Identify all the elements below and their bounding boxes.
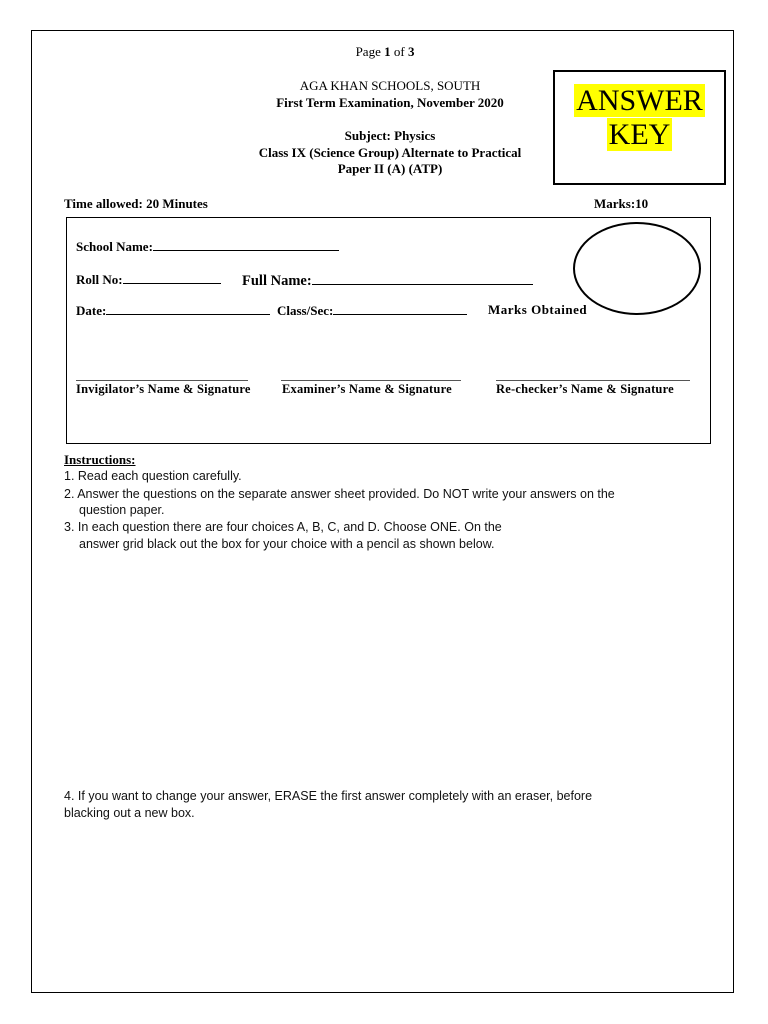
class-line: Class IX (Science Group) Alternate to Practical <box>258 145 522 160</box>
instruction-4-line1: 4. If you want to change your answer, ERASE the first answer completely with an eraser, before <box>64 789 593 803</box>
time-allowed: Time allowed: 20 Minutes <box>64 196 208 211</box>
answer-key-box <box>553 70 726 185</box>
total-marks: Marks:10 <box>594 196 649 211</box>
marks-obtained-circle <box>573 222 701 315</box>
full-name-label: Full Name: <box>242 273 312 289</box>
rechecker-label: Re-checker’s Name & Signature <box>496 382 674 396</box>
exam-title: First Term Examination, November 2020 <box>276 95 504 110</box>
answer-key-line2: KEY <box>608 118 671 151</box>
instruction-3-line1: 3. In each question there are four choices A, B, C, and D. Choose ONE. On the <box>64 520 502 534</box>
roll-no-label: Roll No: <box>76 272 123 287</box>
class-sec-label: Class/Sec: <box>277 303 334 318</box>
answer-key-line1: ANSWER <box>576 84 703 117</box>
examiner-signature-line[interactable] <box>281 380 461 381</box>
instruction-4-line2: blacking out a new box. <box>64 806 195 820</box>
rechecker-signature-line[interactable] <box>496 380 690 381</box>
roll-no-field[interactable] <box>76 271 221 288</box>
examiner-label: Examiner’s Name & Signature <box>282 382 452 396</box>
instruction-1: 1. Read each question carefully. <box>64 469 242 483</box>
instruction-3-line2: answer grid black out the box for your choice with a pencil as shown below. <box>79 537 495 551</box>
date-label: Date: <box>76 303 107 318</box>
paper-line: Paper II (A) (ATP) <box>337 161 443 176</box>
school-name: AGA KHAN SCHOOLS, SOUTH <box>299 78 481 93</box>
instruction-2-line1: 2. Answer the questions on the separate answer sheet provided. Do NOT write your answers on the <box>64 487 615 501</box>
full-name-field[interactable] <box>242 272 533 290</box>
instructions-title: Instructions: <box>64 452 136 467</box>
invigilator-signature-line[interactable] <box>76 380 248 381</box>
instruction-2-line2: question paper. <box>79 503 165 517</box>
class-sec-field[interactable] <box>277 302 467 319</box>
marks-obtained-label: Marks Obtained <box>488 302 588 317</box>
page-number: Page 1 of 3 <box>355 44 415 59</box>
subject: Subject: Physics <box>344 128 436 143</box>
school-name-label: School Name: <box>76 239 153 254</box>
date-field[interactable] <box>76 302 270 319</box>
invigilator-label: Invigilator’s Name & Signature <box>76 382 251 396</box>
school-name-field[interactable] <box>76 238 339 255</box>
